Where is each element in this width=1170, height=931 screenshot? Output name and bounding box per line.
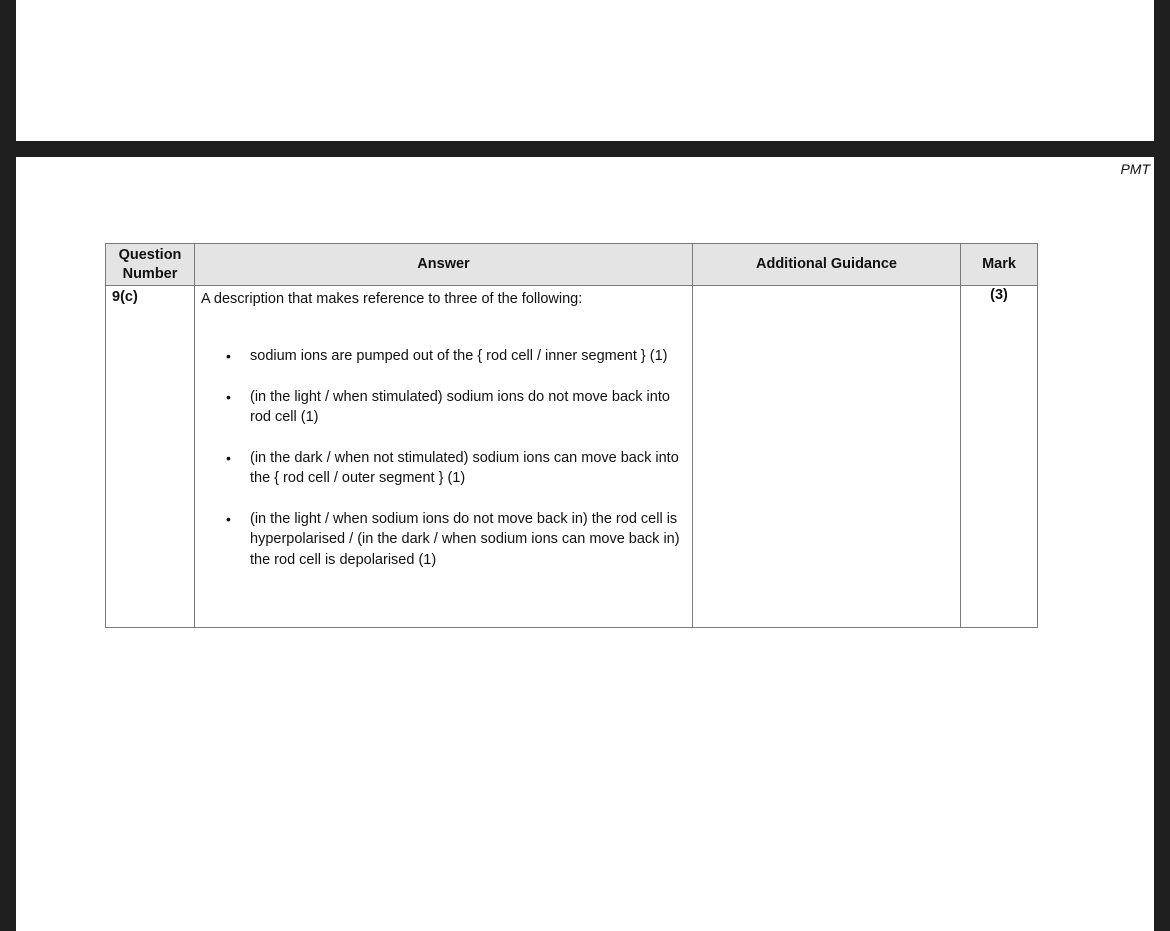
question-number-cell: 9(c) [106,286,195,628]
answer-point-text: (in the light / when stimulated) sodium ions do not move back into rod cell (1) [250,388,670,425]
answer-cell [195,286,693,628]
bullet-icon: • [226,348,231,364]
answer-point [226,346,686,367]
bullet-icon: • [226,449,231,466]
answer-point [226,509,686,571]
mark-cell: (3) [961,286,1038,628]
bullet-icon: • [226,388,231,405]
bullet-icon: • [226,510,231,527]
answer-point [226,387,686,428]
mark-scheme-table [105,243,1038,628]
header-mark: Mark [961,244,1038,286]
additional-guidance-cell [693,286,961,628]
header-row [106,244,1038,286]
document-page [16,157,1154,931]
header-answer: Answer [195,244,693,286]
answer-point-text: sodium ions are pumped out of the { rod cell / inner segment } (1) [250,348,668,364]
answer-point-text: (in the light / when sodium ions do not move back in) the rod cell is hyperpolarised / (in the dark / when sodium ions can move back in) the rod cell is depolarised (1) [250,510,680,568]
answer-points-list [201,346,686,570]
header-additional-guidance: Additional Guidance [693,244,961,286]
header-question-number: Question Number [106,244,195,286]
table-row [106,286,1038,628]
answer-intro: A description that makes reference to three of the following: [201,291,583,307]
pmt-watermark: PMT [1120,161,1150,177]
previous-page [16,0,1154,141]
answer-point-text: (in the dark / when not stimulated) sodium ions can move back into the { rod cell / outer segment } (1) [250,449,679,486]
answer-point [226,448,686,489]
